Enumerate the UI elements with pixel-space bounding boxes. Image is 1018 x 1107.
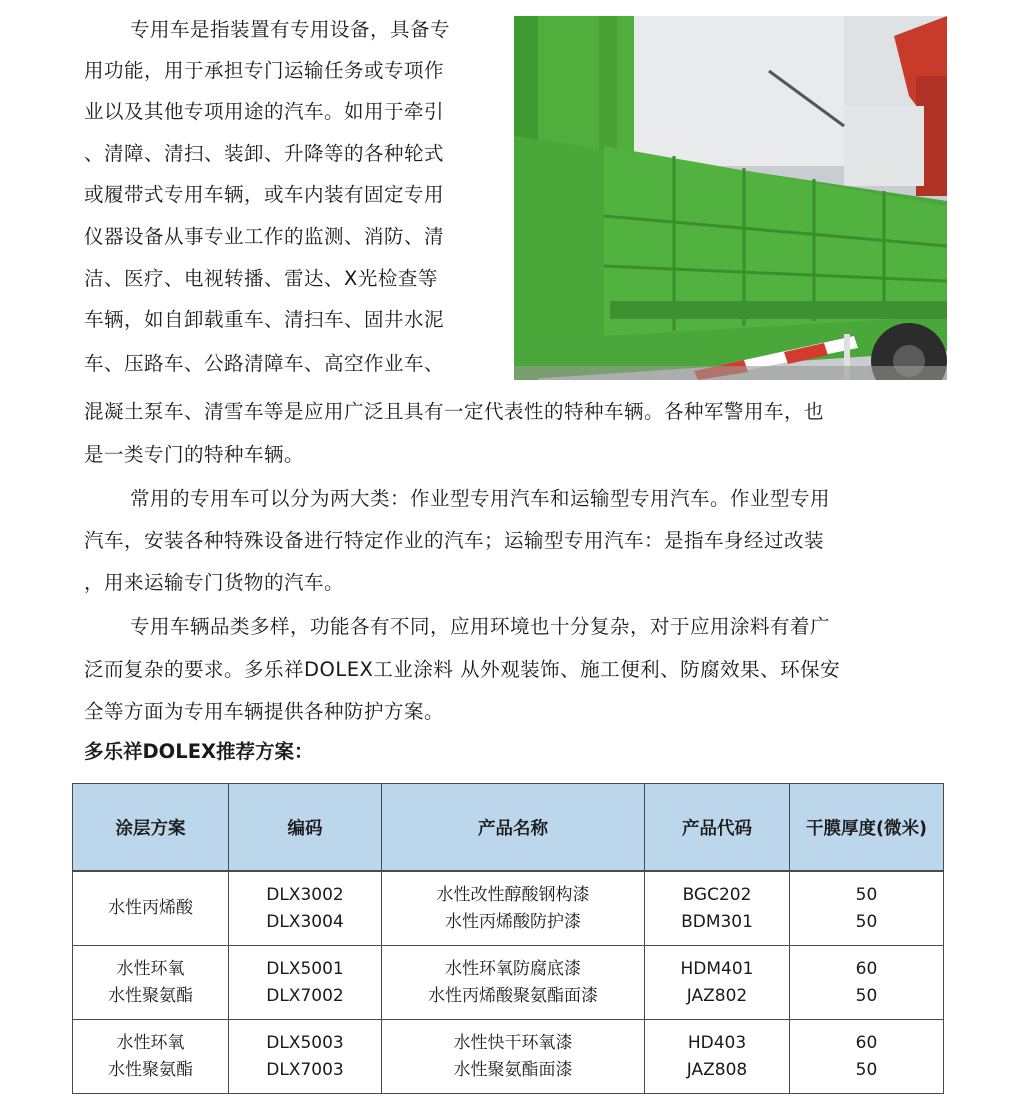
product-name-cell: 水性环氧防腐底漆 水性丙烯酸聚氨酯面漆 (382, 946, 645, 1020)
intro-line: 混凝土泵车、清雪车等是应用广泛且具有一定代表性的特种车辆。各种军警用车，也 (84, 400, 825, 423)
para2-line: 汽车，安装各种特殊设备进行特定作业的汽车；运输型专用汽车：是指车身经过改装 (84, 529, 825, 552)
product-name-cell: 水性改性醇酸钢构漆 水性丙烯酸防护漆 (382, 872, 645, 946)
coating-spec-table (72, 783, 944, 1094)
intro-line: 车、压路车、公路清障车、高空作业车、 (84, 352, 445, 375)
recommendation-heading: 多乐祥DOLEX推荐方案： (84, 740, 314, 763)
scheme-cell: 水性丙烯酸 (73, 872, 229, 946)
code-cell: DLX5003 DLX7003 (229, 1020, 382, 1094)
header-thickness: 干膜厚度(微米) (790, 784, 944, 871)
para2-line: 常用的专用车可以分为两大类：作业型专用汽车和运输型专用汽车。作业型专用 (130, 487, 831, 510)
intro-line: 或履带式专用车辆，或车内装有固定专用 (84, 183, 445, 206)
para3-line: 专用车辆品类多样，功能各有不同，应用环境也十分复杂，对于应用涂料有着广 (130, 615, 831, 638)
intro-line: 车辆，如自卸载重车、清扫车、固井水泥 (84, 308, 445, 331)
code-cell: DLX5001 DLX7002 (229, 946, 382, 1020)
table-row (73, 946, 944, 1020)
table-header-row (73, 784, 944, 871)
product-code-cell: HD403 JAZ808 (645, 1020, 790, 1094)
para2-line: ，用来运输专门货物的汽车。 (84, 571, 345, 594)
thickness-cell: 60 50 (790, 1020, 944, 1094)
intro-line: 洁、医疗、电视转播、雷达、X光检查等 (84, 267, 438, 290)
para3-line: 泛而复杂的要求。多乐祥DOLEX工业涂料 从外观装饰、施工便利、防腐效果、环保安 (84, 658, 841, 681)
header-code: 编码 (229, 784, 382, 871)
intro-line: 专用车是指装置有专用设备，具备专 (130, 18, 451, 41)
para3-line: 全等方面为专用车辆提供各种防护方案。 (84, 700, 445, 723)
intro-line: 、清障、清扫、装卸、升降等的各种轮式 (84, 142, 445, 165)
thickness-cell: 60 50 (790, 946, 944, 1020)
truck-photo (514, 16, 947, 380)
truck-illustration (514, 16, 947, 380)
header-product-name: 产品名称 (382, 784, 645, 871)
header-scheme: 涂层方案 (73, 784, 229, 871)
product-name-cell: 水性快干环氧漆 水性聚氨酯面漆 (382, 1020, 645, 1094)
header-product-code: 产品代码 (645, 784, 790, 871)
scheme-cell: 水性环氧 水性聚氨酯 (73, 946, 229, 1020)
intro-line: 用功能，用于承担专门运输任务或专项作 (84, 59, 445, 82)
table-row (73, 1020, 944, 1094)
intro-line: 是一类专门的特种车辆。 (84, 443, 305, 466)
intro-line: 业以及其他专项用途的汽车。如用于牵引 (84, 100, 445, 123)
code-cell: DLX3002 DLX3004 (229, 872, 382, 946)
intro-line: 仪器设备从事专业工作的监测、消防、清 (84, 225, 445, 248)
scheme-cell: 水性环氧 水性聚氨酯 (73, 1020, 229, 1094)
product-code-cell: HDM401 JAZ802 (645, 946, 790, 1020)
table-row (73, 872, 944, 946)
product-code-cell: BGC202 BDM301 (645, 872, 790, 946)
thickness-cell: 50 50 (790, 872, 944, 946)
